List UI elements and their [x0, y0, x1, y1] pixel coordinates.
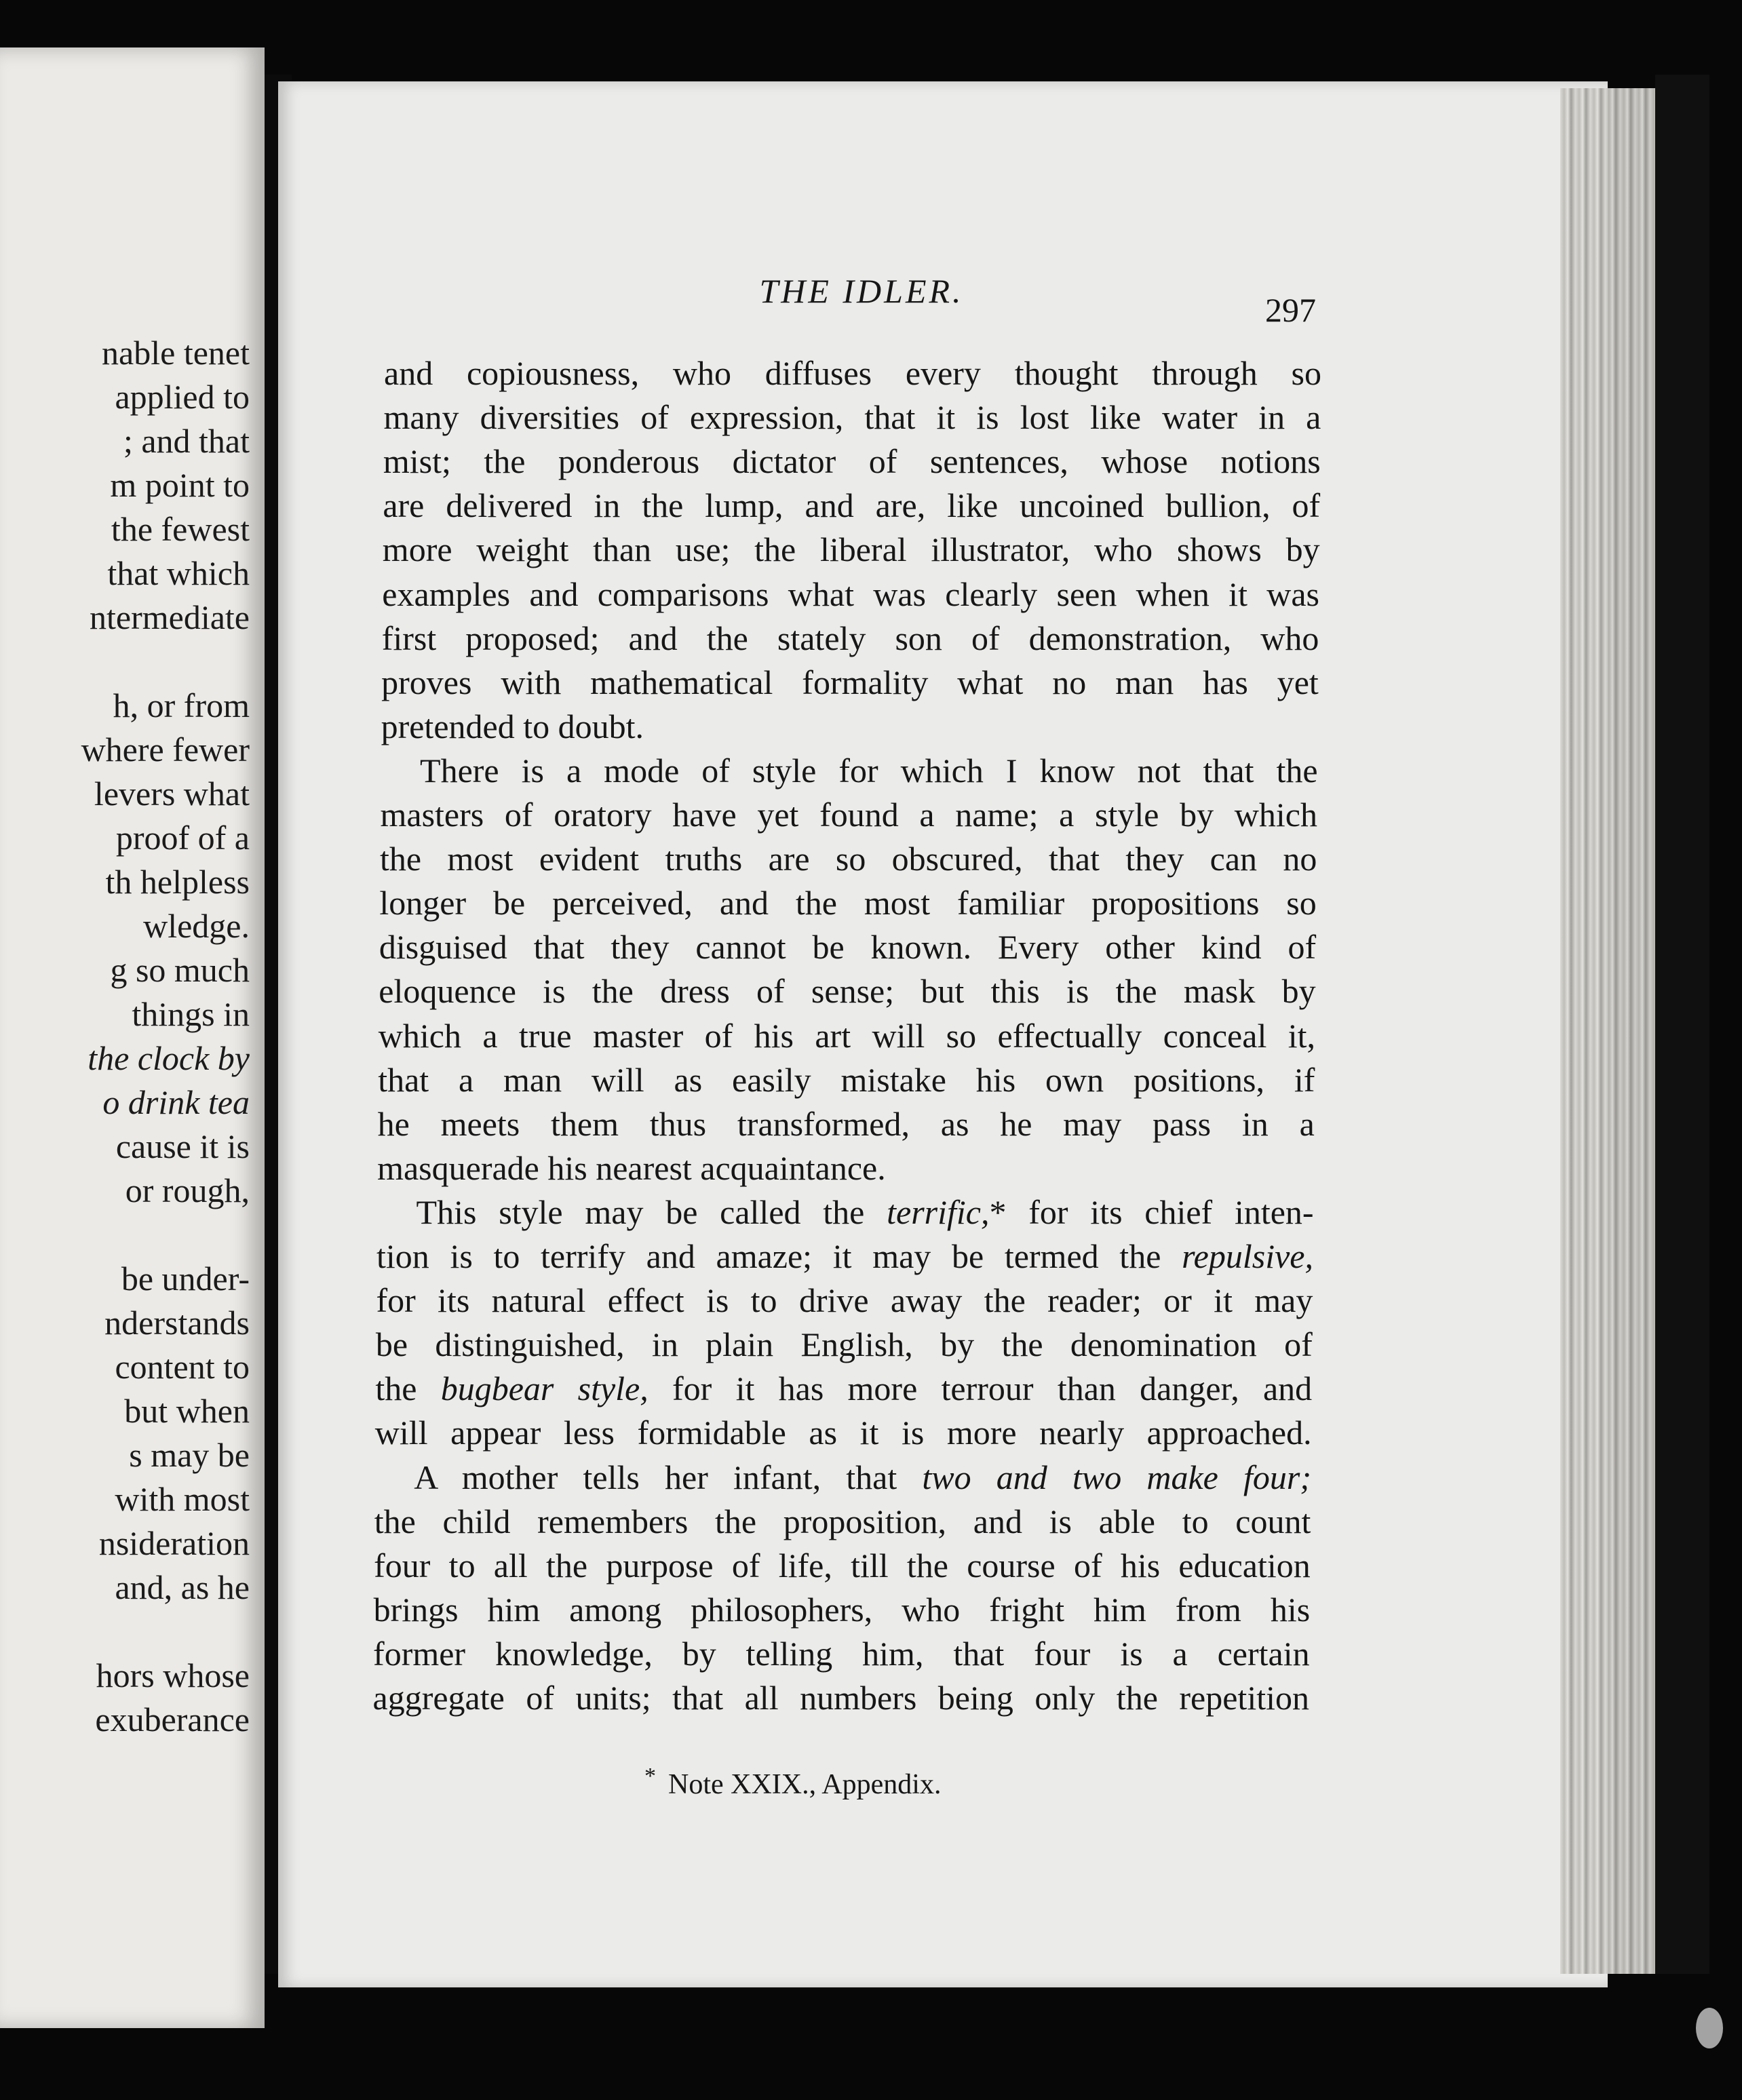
text-run: the: [375, 1369, 441, 1408]
left-page-line: g so much: [110, 951, 250, 989]
text-run: masquerade his nearest acquaintance.: [377, 1148, 886, 1187]
body-line: [373, 1633, 1310, 1674]
body-line: [379, 1015, 1315, 1056]
body-line: [376, 1236, 1313, 1277]
body-line: [374, 1545, 1311, 1586]
body-line: [378, 1059, 1315, 1100]
italic-phrase: bugbear style,: [440, 1369, 649, 1408]
left-page-line: ntermediate: [90, 598, 250, 636]
text-run: are delivered in the lump, and are, like uncoined bullion, of: [383, 486, 1321, 525]
left-page-line: and, as he: [115, 1568, 250, 1606]
body-line: [381, 706, 1319, 747]
body-line: [375, 1412, 1312, 1453]
text-run: masters of oratory have yet found a name; a style by which: [380, 796, 1317, 834]
text-run: be distinguished, in plain English, by the denomination of: [375, 1325, 1313, 1364]
footnote: [644, 1764, 941, 1801]
text-run: eloquence is the dress of sense; but this is the mask by: [379, 972, 1316, 1011]
text-run: will appear less formidable as it is more nearly approached.: [374, 1414, 1312, 1452]
italic-phrase: repulsive,: [1182, 1237, 1313, 1275]
text-run: first proposed; and the stately son of demonstration, who: [381, 619, 1319, 657]
left-page-line: cause it is: [115, 1127, 250, 1165]
body-line: [373, 1677, 1310, 1718]
text-run: the child remembers the proposition, and is able to count: [374, 1502, 1311, 1540]
left-page-line: m point to: [110, 466, 250, 504]
text-run: mist; the ponderous dictator of sentences, whose notions: [383, 442, 1321, 481]
left-page-line: where fewer: [81, 731, 250, 769]
text-run: This style may be called the: [416, 1192, 887, 1231]
body-line: [383, 397, 1321, 438]
body-line: [375, 1368, 1312, 1409]
text-run: tion is to terrify and amaze; it may be termed the: [376, 1237, 1182, 1275]
text-run: longer be perceived, and the most familiar propositions so: [379, 884, 1317, 922]
text-run: * for its chief inten-: [989, 1192, 1314, 1231]
footnote-text: Note XXIX., Appendix.: [668, 1769, 942, 1800]
text-run: for its natural effect is to drive away the reader; or it may: [376, 1281, 1313, 1320]
text-run: disguised that they cannot be known. Every other kind of: [379, 928, 1317, 967]
left-page-line: ; and that: [123, 422, 250, 460]
body-line: [379, 882, 1316, 923]
body-line: [384, 353, 1321, 393]
text-run: A mother tells her infant, that: [414, 1458, 923, 1496]
text-run: and copiousness, who diffuses every thought through so: [384, 354, 1321, 392]
body-line: [377, 1148, 1314, 1188]
left-page-line: content to: [115, 1348, 250, 1386]
italic-phrase: two and two make four;: [922, 1458, 1311, 1496]
body-line: [379, 971, 1315, 1011]
body-line: [379, 927, 1316, 967]
left-page-line: with most: [115, 1480, 250, 1518]
text-run: four to all the purpose of life, till the course of his education: [374, 1546, 1311, 1584]
left-page-line: nable tenet: [102, 334, 250, 372]
text-run: for it has more terrour than danger, and: [648, 1369, 1313, 1408]
body-line: [414, 1457, 1311, 1498]
scan-smudge: [1696, 2008, 1723, 2048]
left-page-line: be under-: [121, 1260, 250, 1298]
left-page-line: exuberance: [95, 1700, 250, 1738]
left-page-line: s may be: [129, 1436, 250, 1474]
text-run: the most evident truths are so obscured, that they can no: [379, 840, 1317, 878]
left-page-line: h, or from: [113, 686, 250, 724]
italic-phrase: terrific,: [887, 1192, 990, 1231]
left-page-line: proof of a: [115, 819, 250, 857]
body-line: [383, 529, 1320, 570]
left-page-line: that which: [107, 554, 250, 592]
left-page-line: hors whose: [96, 1656, 250, 1694]
left-page-line: applied to: [115, 378, 250, 416]
left-page-line: nderstands: [104, 1304, 250, 1342]
left-page-line: levers what: [94, 775, 250, 813]
body-line: [420, 750, 1318, 791]
body-line: [382, 574, 1319, 615]
body-line: [382, 618, 1319, 659]
body-line: [383, 485, 1320, 526]
body-line: [376, 1324, 1313, 1365]
text-run: which a true master of his art will so effectually conceal it,: [378, 1016, 1315, 1055]
body-line: [374, 1501, 1311, 1542]
left-page-line: but when: [124, 1392, 250, 1430]
text-run: aggregate of units; that all numbers being only the repetition: [372, 1679, 1309, 1717]
left-page-line: the fewest: [111, 510, 250, 548]
body-line: [374, 1589, 1311, 1630]
body-line: [381, 794, 1318, 835]
body-line: [376, 1280, 1313, 1321]
text-run: There is a mode of style for which I know not that the: [420, 751, 1318, 790]
page-number: 297: [1265, 291, 1316, 329]
text-run: examples and comparisons what was clearly seen when it was: [382, 575, 1319, 613]
text-run: he meets them thus transformed, as he may pass in a: [377, 1104, 1315, 1143]
text-run: proves with mathematical formality what no man has yet: [381, 663, 1319, 701]
left-page-line: nsideration: [98, 1524, 250, 1562]
left-page-line: o drink tea: [102, 1083, 250, 1121]
text-run: former knowledge, by telling him, that four is a certain: [373, 1634, 1310, 1673]
body-line: [383, 441, 1321, 482]
text-run: more weight than use; the liberal illustrator, who shows by: [382, 530, 1320, 569]
left-page-line: th helpless: [105, 863, 250, 901]
body-line: [380, 838, 1317, 879]
body-line: [381, 662, 1319, 703]
body-line: [417, 1192, 1314, 1232]
text-run: many diversities of expression, that it is lost like water in a: [383, 398, 1321, 437]
body-line: [378, 1104, 1315, 1144]
text-run: brings him among philosophers, who fright him from his: [373, 1590, 1311, 1629]
running-head: THE IDLER.: [759, 272, 964, 310]
text-run: that a man will as easily mistake his own positions, if: [378, 1060, 1315, 1099]
text-run: pretended to doubt.: [381, 707, 644, 745]
left-page-line: the clock by: [88, 1039, 250, 1077]
left-page-line: wledge.: [143, 907, 250, 945]
left-page-line: or rough,: [125, 1171, 250, 1209]
footnote-mark: *: [644, 1764, 656, 1789]
left-page-line: things in: [132, 995, 250, 1033]
